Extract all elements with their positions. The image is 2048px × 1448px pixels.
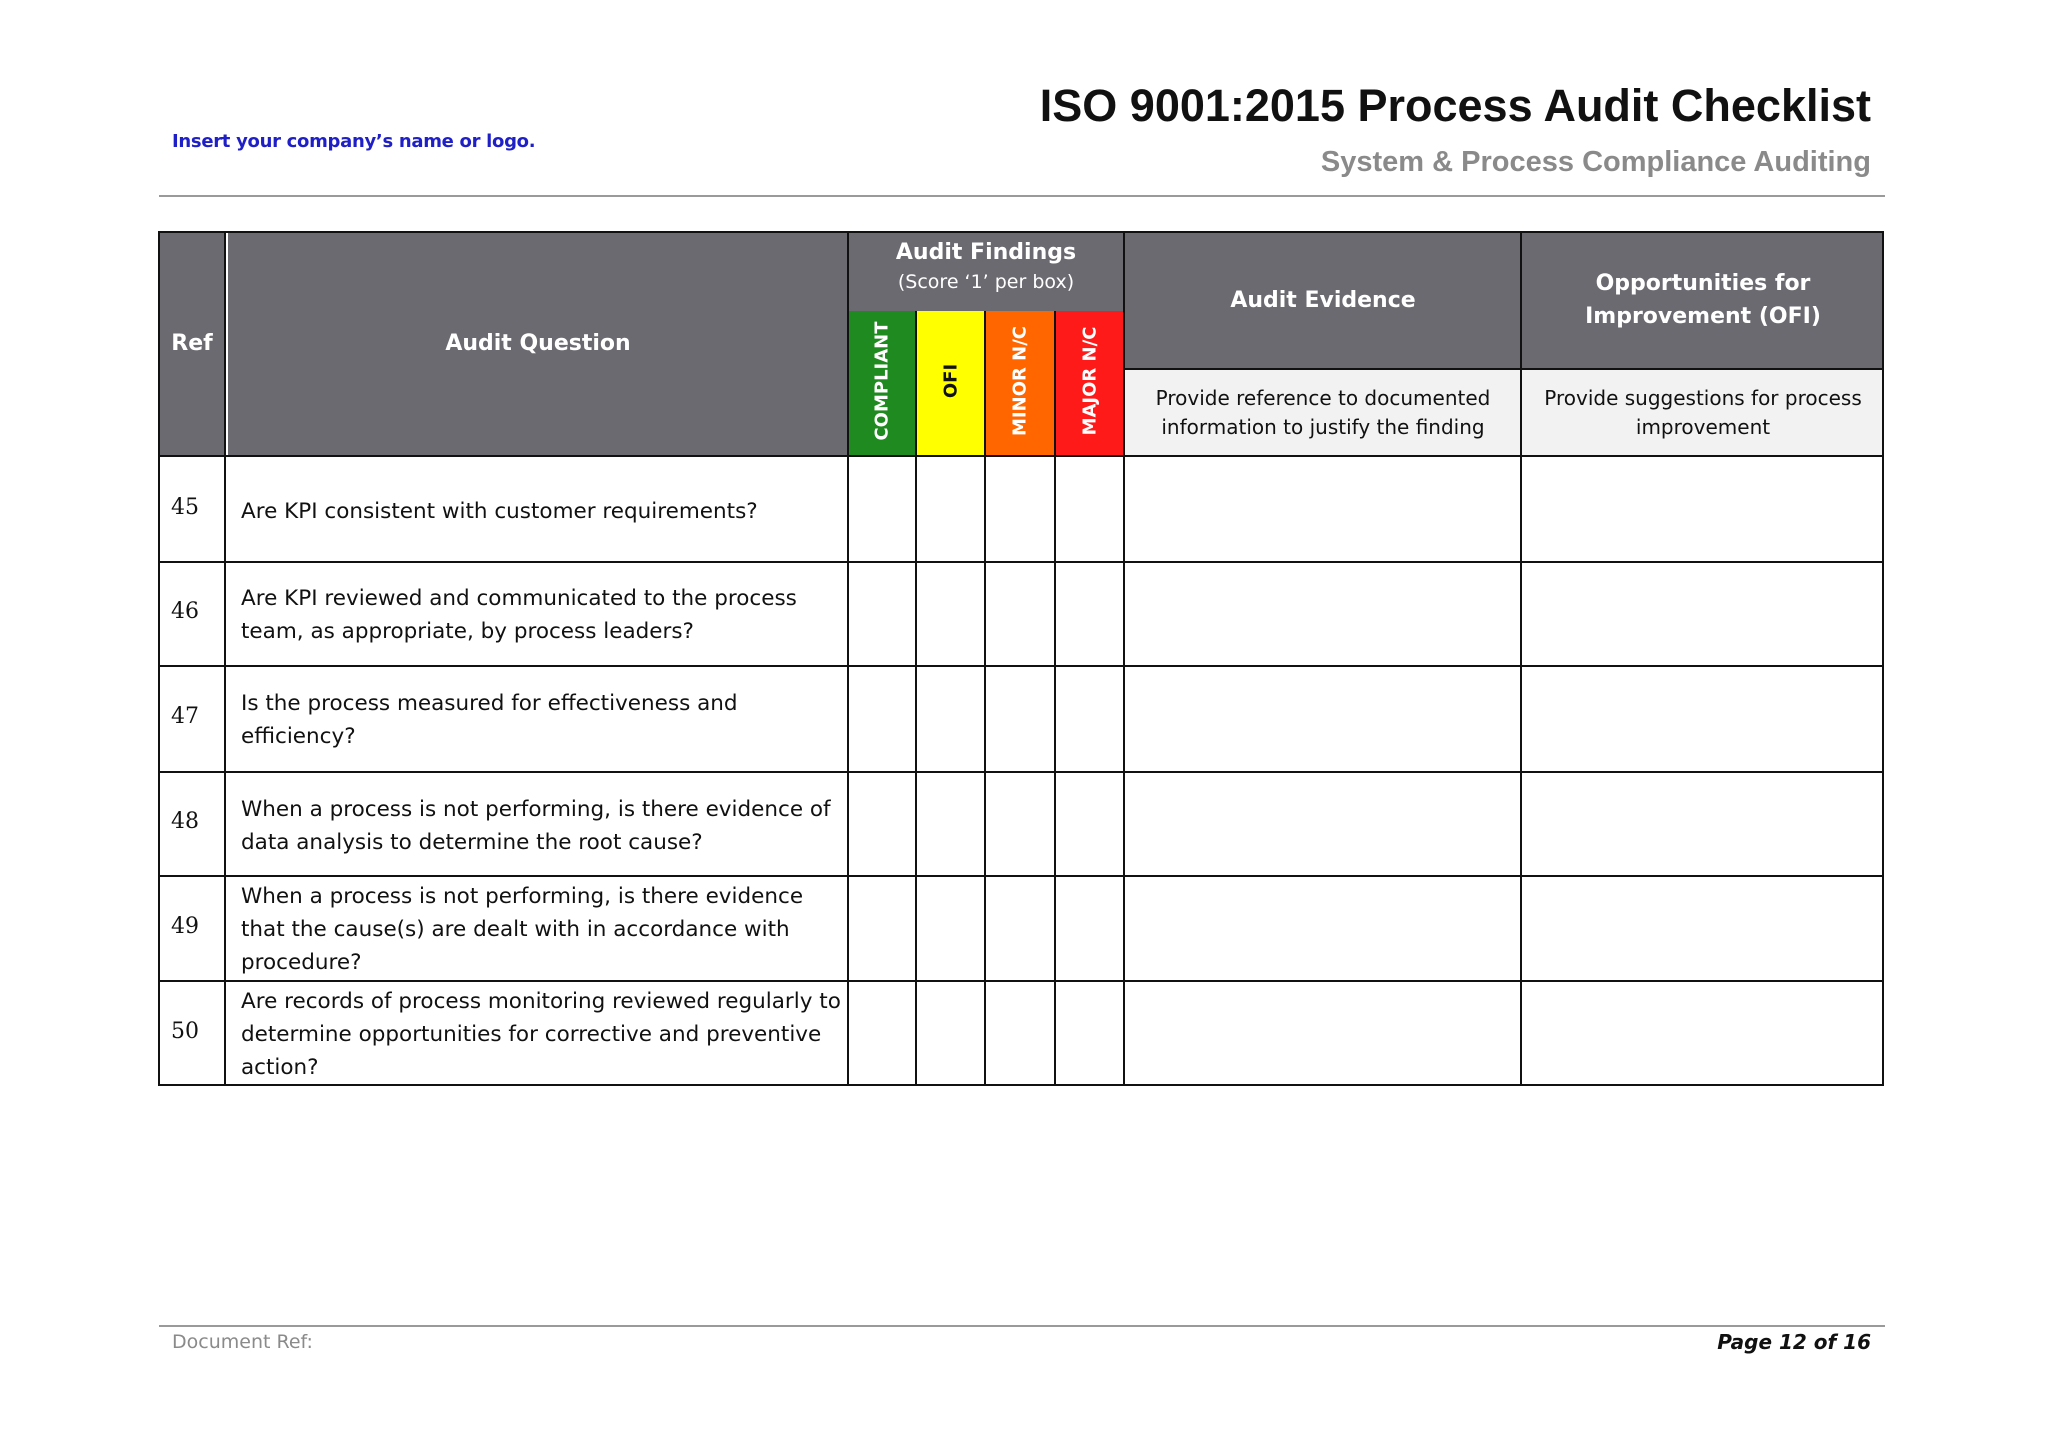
row-question: When a process is not performing, is there evidence of data analysis to determine the root cause? [241, 797, 831, 855]
finding-compliant-label: COMPLIANT [871, 321, 893, 441]
row-ref: 45 [171, 495, 199, 520]
evidence-hint-cell [1124, 369, 1522, 456]
findings-header: Audit Findings [895, 240, 1077, 265]
ofi-hint: Provide suggestions for process improvement [1544, 385, 1862, 439]
question-header-cell [228, 231, 848, 456]
findings-header-cell [848, 231, 1124, 311]
grid-line [1123, 368, 1884, 370]
row-ref: 46 [171, 599, 199, 624]
finding-ofi-cell [916, 311, 985, 456]
document-subtitle: System & Process Compliance Auditing [1320, 146, 1871, 178]
grid-line [158, 875, 1884, 877]
row-question: Are KPI consistent with customer requirements? [241, 499, 758, 524]
header-divider [159, 195, 1885, 197]
row-ref: 47 [171, 704, 199, 729]
evidence-header: Audit Evidence [1230, 287, 1416, 313]
footer-divider [159, 1325, 1885, 1327]
ofi-header: Opportunities for Improvement (OFI) [1585, 271, 1821, 329]
company-name-placeholder: Insert your company’s name or logo. [172, 131, 536, 152]
row-question: When a process is not performing, is there evidence that the cause(s) are dealt with in accordance with procedure? [241, 884, 804, 975]
row-question: Are KPI reviewed and communicated to the process team, as appropriate, by process leaders? [241, 586, 797, 644]
grid-line [915, 311, 917, 1086]
row-ref: 50 [171, 1019, 199, 1044]
finding-minor-nc-label: MINOR N/C [1009, 326, 1031, 436]
grid-line [1054, 311, 1056, 1086]
evidence-header-cell [1124, 231, 1522, 369]
grid-line [847, 231, 849, 1086]
finding-compliant-cell [848, 311, 916, 456]
grid-line [158, 771, 1884, 773]
grid-line [984, 311, 986, 1086]
page-number: Page 12 of 16 [1717, 1330, 1871, 1354]
ref-header: Ref [171, 331, 213, 356]
finding-major-nc-cell [1055, 311, 1124, 456]
row-question: Are records of process monitoring reviewed regularly to determine opportunities for corrective and preventive action? [241, 989, 841, 1080]
row-ref: 48 [171, 809, 199, 834]
finding-minor-nc-cell [985, 311, 1055, 456]
grid-line [1123, 231, 1125, 1086]
evidence-hint: Provide reference to documented information to justify the finding [1155, 385, 1491, 439]
row-question: Is the process measured for effectiveness and efficiency? [241, 691, 738, 749]
row-ref: 49 [171, 914, 199, 939]
document-title: ISO 9001:2015 Process Audit Checklist [1039, 80, 1871, 131]
findings-note: (Score ‘1’ per box) [897, 271, 1075, 293]
grid-line [224, 231, 226, 1086]
grid-line [158, 665, 1884, 667]
finding-major-nc-label: MAJOR N/C [1079, 326, 1101, 436]
grid-line [158, 455, 1884, 457]
ofi-hint-cell [1522, 369, 1884, 456]
question-header: Audit Question [445, 331, 631, 356]
finding-ofi-label: OFI [940, 363, 962, 399]
grid-line [1520, 231, 1522, 1086]
grid-line [158, 980, 1884, 982]
ofi-header-cell [1522, 231, 1884, 369]
document-ref-label: Document Ref: [172, 1331, 313, 1353]
ref-header-cell [158, 231, 226, 456]
grid-line [158, 561, 1884, 563]
